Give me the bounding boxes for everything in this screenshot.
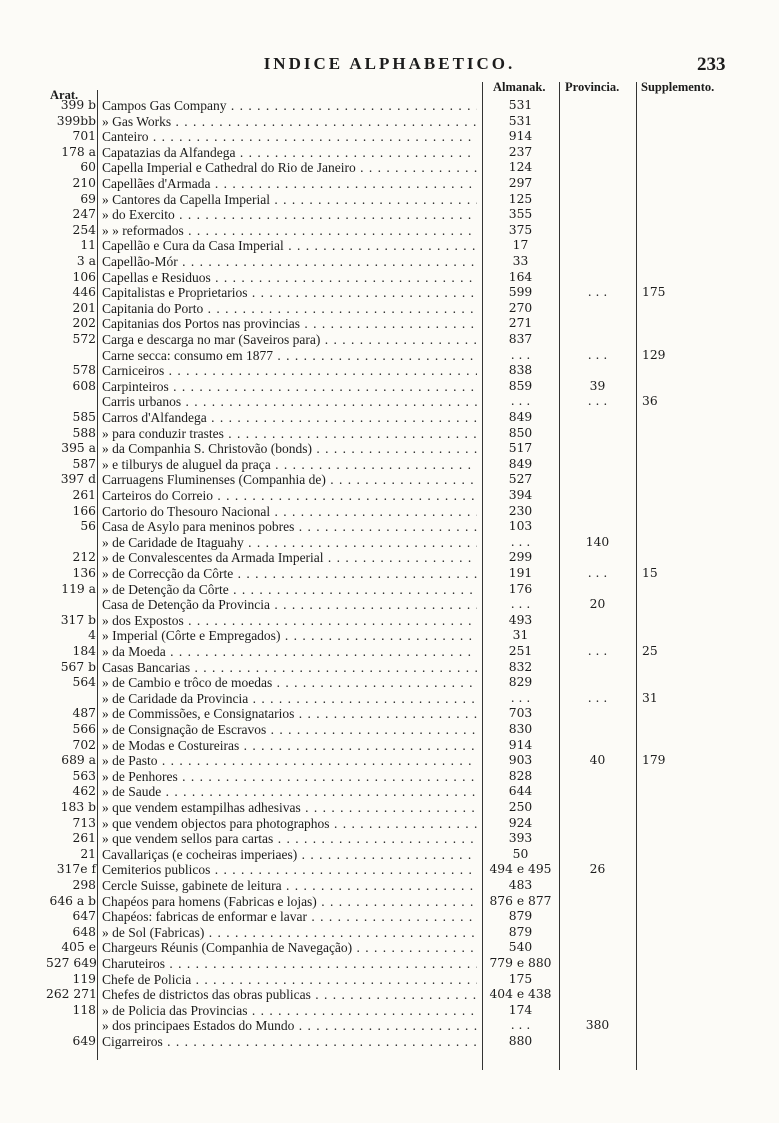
entry-text: Capitania do Porto . . . — [102, 301, 477, 316]
article-number: 648 — [72, 924, 96, 939]
article-number: 567 b — [60, 659, 96, 674]
almanak-page: 230 — [508, 503, 533, 518]
entry-text: Carros d'Alfandega . . . — [102, 410, 477, 425]
entry-text: » de Commissões, e Consignatarios . . . — [102, 706, 477, 721]
column-header-almanak: Almanak. — [493, 80, 546, 94]
entry-text: » dos Expostos . . . — [102, 613, 477, 628]
index-row — [0, 379, 779, 394]
almanak-page: 17 — [512, 238, 529, 253]
index-row — [0, 535, 779, 550]
entry-text: » e tilburys de aluguel da praça . . . — [102, 457, 477, 472]
index-row — [0, 1018, 779, 1033]
index-row — [0, 940, 779, 955]
almanak-page: 494 e 495 — [489, 862, 552, 877]
article-number: 106 — [72, 269, 96, 284]
almanak-page: 832 — [508, 659, 533, 674]
article-number: 578 — [72, 363, 96, 378]
almanak-page: 237 — [508, 144, 533, 159]
article-number: 647 — [72, 909, 96, 924]
entry-text: Cemiterios publicos . . . — [102, 862, 477, 877]
article-number: 585 — [72, 410, 96, 424]
article-number: 166 — [72, 503, 96, 518]
index-row — [0, 1034, 779, 1049]
provincia-page: . . . — [587, 285, 608, 300]
entry-text: Capellão-Mór . . . — [102, 254, 477, 269]
index-row — [0, 909, 779, 924]
index-row — [0, 488, 779, 503]
article-number: 298 — [72, 878, 96, 892]
article-number: 702 — [72, 737, 96, 752]
supplemento-page: 36 — [642, 394, 658, 409]
article-number: 566 — [72, 722, 96, 736]
index-row — [0, 722, 779, 737]
article-number: 588 — [72, 425, 96, 440]
almanak-page: 849 — [508, 456, 533, 471]
almanak-page: 393 — [508, 831, 533, 846]
supplemento-page: 25 — [642, 644, 658, 658]
article-number: 564 — [72, 675, 96, 690]
almanak-page: 297 — [508, 176, 533, 190]
index-row — [0, 675, 779, 690]
index-row — [0, 862, 779, 877]
index-row — [0, 192, 779, 207]
entry-text: Capellão e Cura da Casa Imperial . . . — [102, 238, 477, 253]
index-row — [0, 925, 779, 940]
almanak-page: 191 — [508, 566, 533, 580]
index-row — [0, 145, 779, 160]
article-number: 395 a — [61, 441, 96, 456]
index-row — [0, 800, 779, 815]
index-row — [0, 223, 779, 238]
article-number: 399bb — [56, 113, 96, 128]
entry-text: » de Detenção da Côrte . . . — [102, 582, 477, 597]
almanak-page: 375 — [508, 222, 533, 237]
article-number: 646 a b — [49, 893, 96, 908]
index-row — [0, 550, 779, 565]
almanak-page: 703 — [508, 706, 533, 721]
entry-text: Capellas e Residuos . . . — [102, 270, 477, 285]
almanak-page: 837 — [508, 332, 533, 346]
index-row — [0, 114, 779, 129]
almanak-page: 531 — [508, 98, 533, 112]
article-number: 587 — [72, 456, 96, 471]
provincia-page: . . . — [587, 394, 608, 409]
provincia-page: . . . — [587, 690, 608, 705]
article-number: 689 a — [61, 753, 96, 768]
entry-text: Chapéos para homens (Fabricas e lojas) . . . — [102, 894, 477, 909]
index-row — [0, 410, 779, 425]
entry-text: » de Cambio e trôco de moedas . . . — [102, 675, 477, 690]
supplemento-page: 179 — [642, 753, 666, 768]
column-header-provincia: Provincia. — [565, 80, 620, 94]
index-row — [0, 426, 779, 441]
article-number: 118 — [72, 1002, 96, 1017]
article-number: 713 — [72, 815, 96, 830]
article-number: 21 — [80, 846, 96, 861]
almanak-page: 50 — [512, 846, 529, 861]
entry-text: Chefes de districtos das obras publicas . . . — [102, 987, 477, 1002]
provincia-page: 40 — [589, 753, 606, 768]
index-row — [0, 472, 779, 487]
article-number: 210 — [72, 176, 96, 190]
index-row — [0, 270, 779, 285]
article-number: 247 — [72, 207, 96, 222]
index-row — [0, 1003, 779, 1018]
article-number: 119 a — [61, 581, 96, 596]
entry-text: Carpinteiros . . . — [102, 379, 477, 394]
almanak-page: . . . — [510, 534, 531, 549]
entry-text: Casas Bancarias . . . — [102, 660, 477, 675]
entry-text: » de Modas e Costureiras . . . — [102, 738, 477, 753]
almanak-page: 849 — [508, 410, 533, 424]
almanak-page: 779 e 880 — [489, 956, 552, 970]
article-number: 69 — [80, 191, 96, 206]
index-row — [0, 160, 779, 175]
entry-text: » de Convalescentes da Armada Imperial . . . — [102, 550, 477, 565]
almanak-page: 531 — [508, 113, 533, 128]
entry-text: Chargeurs Réunis (Companhia de Navegação) . . . — [102, 940, 477, 955]
article-number: 261 — [72, 831, 96, 846]
column-header-supplemento: Supplemento. — [641, 80, 715, 94]
index-row — [0, 972, 779, 987]
index-row — [0, 831, 779, 846]
almanak-page: 404 e 438 — [489, 987, 552, 1002]
entry-text: Casa de Asylo para meninos pobres . . . — [102, 519, 477, 534]
index-row — [0, 348, 779, 363]
almanak-page: 914 — [508, 129, 533, 144]
almanak-page: 876 e 877 — [489, 893, 552, 908]
index-row — [0, 769, 779, 784]
almanak-page: . . . — [510, 394, 531, 409]
article-number: 119 — [72, 971, 96, 986]
almanak-page: 271 — [508, 316, 533, 331]
article-number: 608 — [72, 378, 96, 393]
article-number: 572 — [72, 332, 96, 346]
index-row — [0, 878, 779, 893]
article-number: 201 — [72, 300, 96, 315]
almanak-page: 914 — [508, 737, 533, 752]
entry-text: » da Companhia S. Christovão (bonds) . . . — [102, 441, 477, 456]
index-row — [0, 285, 779, 300]
entry-text: Cavallariças (e cocheiras imperiaes) . . . — [102, 847, 477, 862]
entry-text: » que vendem sellos para cartas . . . — [102, 831, 477, 846]
index-row — [0, 613, 779, 628]
entry-text: Capatazias da Alfandega . . . — [102, 145, 477, 160]
index-row — [0, 784, 779, 799]
entry-text: » que vendem estampilhas adhesivas . . . — [102, 800, 477, 815]
article-number: 3 a — [76, 254, 96, 268]
article-number: 11 — [80, 238, 96, 253]
index-row — [0, 129, 779, 144]
index-row — [0, 738, 779, 753]
provincia-page: 39 — [589, 378, 606, 393]
entry-text: Cartorio do Thesouro Nacional . . . — [102, 504, 477, 519]
article-number: 60 — [80, 160, 96, 175]
entry-text: » de Policia das Provincias . . . — [102, 1003, 477, 1018]
almanak-page: 540 — [508, 940, 533, 955]
index-row — [0, 394, 779, 409]
article-number: 446 — [72, 285, 96, 300]
entry-text: Carteiros do Correio . . . — [102, 488, 477, 503]
entry-text: » de Correcção da Côrte . . . — [102, 566, 477, 581]
index-row — [0, 316, 779, 331]
index-row — [0, 441, 779, 456]
index-row — [0, 176, 779, 191]
almanak-page: 879 — [508, 924, 533, 939]
index-row — [0, 816, 779, 831]
index-row — [0, 706, 779, 721]
entry-text: » de Saude . . . — [102, 784, 477, 799]
article-number: 56 — [80, 519, 96, 534]
article-number: 701 — [72, 129, 96, 144]
entry-text: » do Exercito . . . — [102, 207, 477, 222]
article-number: 487 — [72, 706, 96, 721]
article-number: 212 — [72, 550, 96, 565]
almanak-page: 270 — [508, 300, 533, 315]
article-number: 184 — [72, 644, 96, 658]
almanak-page: 103 — [508, 519, 533, 534]
entry-text: » Imperial (Côrte e Empregados) . . . — [102, 628, 477, 643]
almanak-page: 250 — [508, 800, 533, 814]
almanak-page: 355 — [508, 207, 533, 222]
article-number: 202 — [72, 316, 96, 331]
index-row — [0, 363, 779, 378]
almanak-page: 527 — [508, 472, 533, 487]
entry-text: » de Pasto . . . — [102, 753, 477, 768]
index-row — [0, 894, 779, 909]
entry-text: » de Consignação de Escravos . . . — [102, 722, 477, 737]
entry-text: » da Moeda . . . — [102, 644, 477, 659]
entry-text: » » reformados . . . — [102, 223, 477, 238]
index-row — [0, 566, 779, 581]
entry-text: » de Penhores . . . — [102, 769, 477, 784]
almanak-page: 880 — [508, 1034, 533, 1048]
almanak-page: . . . — [510, 690, 531, 705]
entry-text: Carne secca: consumo em 1877 . . . — [102, 348, 477, 363]
index-row — [0, 98, 779, 113]
index-row — [0, 504, 779, 519]
provincia-page: . . . — [587, 347, 608, 362]
almanak-page: 903 — [508, 753, 533, 768]
almanak-page: 829 — [508, 675, 533, 690]
article-number: 254 — [72, 222, 96, 237]
almanak-page: . . . — [510, 347, 531, 362]
almanak-page: 125 — [508, 191, 533, 206]
provincia-page: 380 — [585, 1018, 610, 1033]
almanak-page: 850 — [508, 425, 533, 440]
entry-text: » de Caridade de Itaguahy . . . — [102, 535, 477, 550]
almanak-page: 838 — [508, 363, 533, 378]
entry-text: » que vendem objectos para photographos . . . — [102, 816, 477, 831]
article-number: 405 e — [61, 940, 96, 955]
page-title: INDICE ALPHABETICO. — [263, 54, 516, 73]
entry-text: » de Caridade da Provincia . . . — [102, 691, 477, 706]
index-row — [0, 628, 779, 643]
entry-text: Campos Gas Company . . . — [102, 98, 477, 113]
index-row — [0, 207, 779, 222]
index-row — [0, 301, 779, 316]
article-number: 649 — [72, 1034, 96, 1048]
provincia-page: 140 — [585, 534, 610, 549]
index-row — [0, 519, 779, 534]
almanak-page: 175 — [508, 971, 533, 986]
provincia-page: . . . — [587, 644, 608, 658]
almanak-page: 828 — [508, 768, 533, 783]
almanak-page: 830 — [508, 722, 533, 736]
index-row — [0, 987, 779, 1002]
provincia-page: 26 — [589, 862, 606, 877]
article-number: 178 a — [61, 144, 96, 159]
index-row — [0, 956, 779, 971]
article-number: 183 b — [60, 800, 96, 814]
entry-text: » Gas Works . . . — [102, 114, 477, 129]
almanak-page: . . . — [510, 597, 531, 612]
index-row — [0, 847, 779, 862]
entry-text: Carniceiros . . . — [102, 363, 477, 378]
provincia-page: 20 — [589, 597, 606, 612]
article-number: 262 271 — [46, 987, 97, 1002]
article-number: 527 649 — [46, 956, 97, 970]
article-number: 317 b — [60, 612, 96, 627]
almanak-page: 879 — [508, 909, 533, 924]
article-number: 317e f — [56, 862, 96, 877]
supplemento-page: 15 — [642, 566, 658, 580]
entry-text: » de Sol (Fabricas) . . . — [102, 925, 477, 940]
index-row — [0, 644, 779, 659]
page-number: 233 — [697, 54, 726, 75]
almanak-page: 124 — [508, 160, 533, 175]
almanak-page: 33 — [512, 254, 529, 268]
article-number: 399 b — [60, 98, 96, 112]
supplemento-page: 175 — [642, 285, 666, 300]
entry-text: Capellães d'Armada . . . — [102, 176, 477, 191]
supplemento-page: 129 — [642, 347, 666, 362]
article-number: 4 — [88, 628, 96, 643]
entry-text: Chapéos: fabricas de enformar e lavar . . . — [102, 909, 477, 924]
almanak-page: 394 — [508, 488, 533, 502]
entry-text: Cercle Suisse, gabinete de leitura . . . — [102, 878, 477, 893]
index-row — [0, 660, 779, 675]
entry-text: » para conduzir trastes . . . — [102, 426, 477, 441]
almanak-page: 493 — [508, 612, 533, 627]
article-number: 563 — [72, 768, 96, 783]
article-number: 136 — [72, 566, 96, 580]
supplemento-page: 31 — [642, 690, 658, 705]
index-row — [0, 254, 779, 269]
entry-text: Capitanias dos Portos nas provincias . . . — [102, 316, 477, 331]
entry-text: Capitalistas e Proprietarios . . . — [102, 285, 477, 300]
almanak-page: 31 — [512, 628, 529, 643]
almanak-page: 164 — [508, 269, 533, 284]
almanak-page: 599 — [508, 285, 533, 300]
entry-text: Casa de Detenção da Provincia . . . — [102, 597, 477, 612]
almanak-page: 483 — [508, 878, 533, 892]
entry-text: Carris urbanos . . . — [102, 394, 477, 409]
almanak-page: 176 — [508, 581, 533, 596]
entry-text: » dos principaes Estados do Mundo . . . — [102, 1018, 477, 1033]
column-header-art: Arat. — [50, 88, 79, 102]
article-number: 261 — [72, 488, 96, 502]
almanak-page: 644 — [508, 784, 533, 799]
almanak-page: 299 — [508, 550, 533, 565]
entry-text: Canteiro . . . — [102, 129, 477, 144]
index-row — [0, 457, 779, 472]
almanak-page: 517 — [508, 441, 533, 456]
index-row — [0, 691, 779, 706]
entry-text: Carga e descarga no mar (Saveiros para) . . . — [102, 332, 477, 347]
almanak-page: . . . — [510, 1018, 531, 1033]
almanak-page: 251 — [508, 644, 533, 658]
article-number: 397 d — [60, 472, 96, 487]
provincia-page: . . . — [587, 566, 608, 580]
entry-text: Charuteiros . . . — [102, 956, 477, 971]
entry-text: Capella Imperial e Cathedral do Rio de Janeiro . . . — [102, 160, 477, 175]
index-row — [0, 597, 779, 612]
almanak-page: 859 — [508, 378, 533, 393]
index-row — [0, 238, 779, 253]
entry-text: Chefe de Policia . . . — [102, 972, 477, 987]
index-row — [0, 753, 779, 768]
almanak-page: 174 — [508, 1002, 533, 1017]
entry-text: » Cantores da Capella Imperial . . . — [102, 192, 477, 207]
entry-text: Carruagens Fluminenses (Companhia de) . . . — [102, 472, 477, 487]
entry-text: Cigarreiros . . . — [102, 1034, 477, 1049]
article-number: 462 — [72, 784, 96, 799]
index-row — [0, 332, 779, 347]
almanak-page: 924 — [508, 815, 533, 830]
index-row — [0, 582, 779, 597]
